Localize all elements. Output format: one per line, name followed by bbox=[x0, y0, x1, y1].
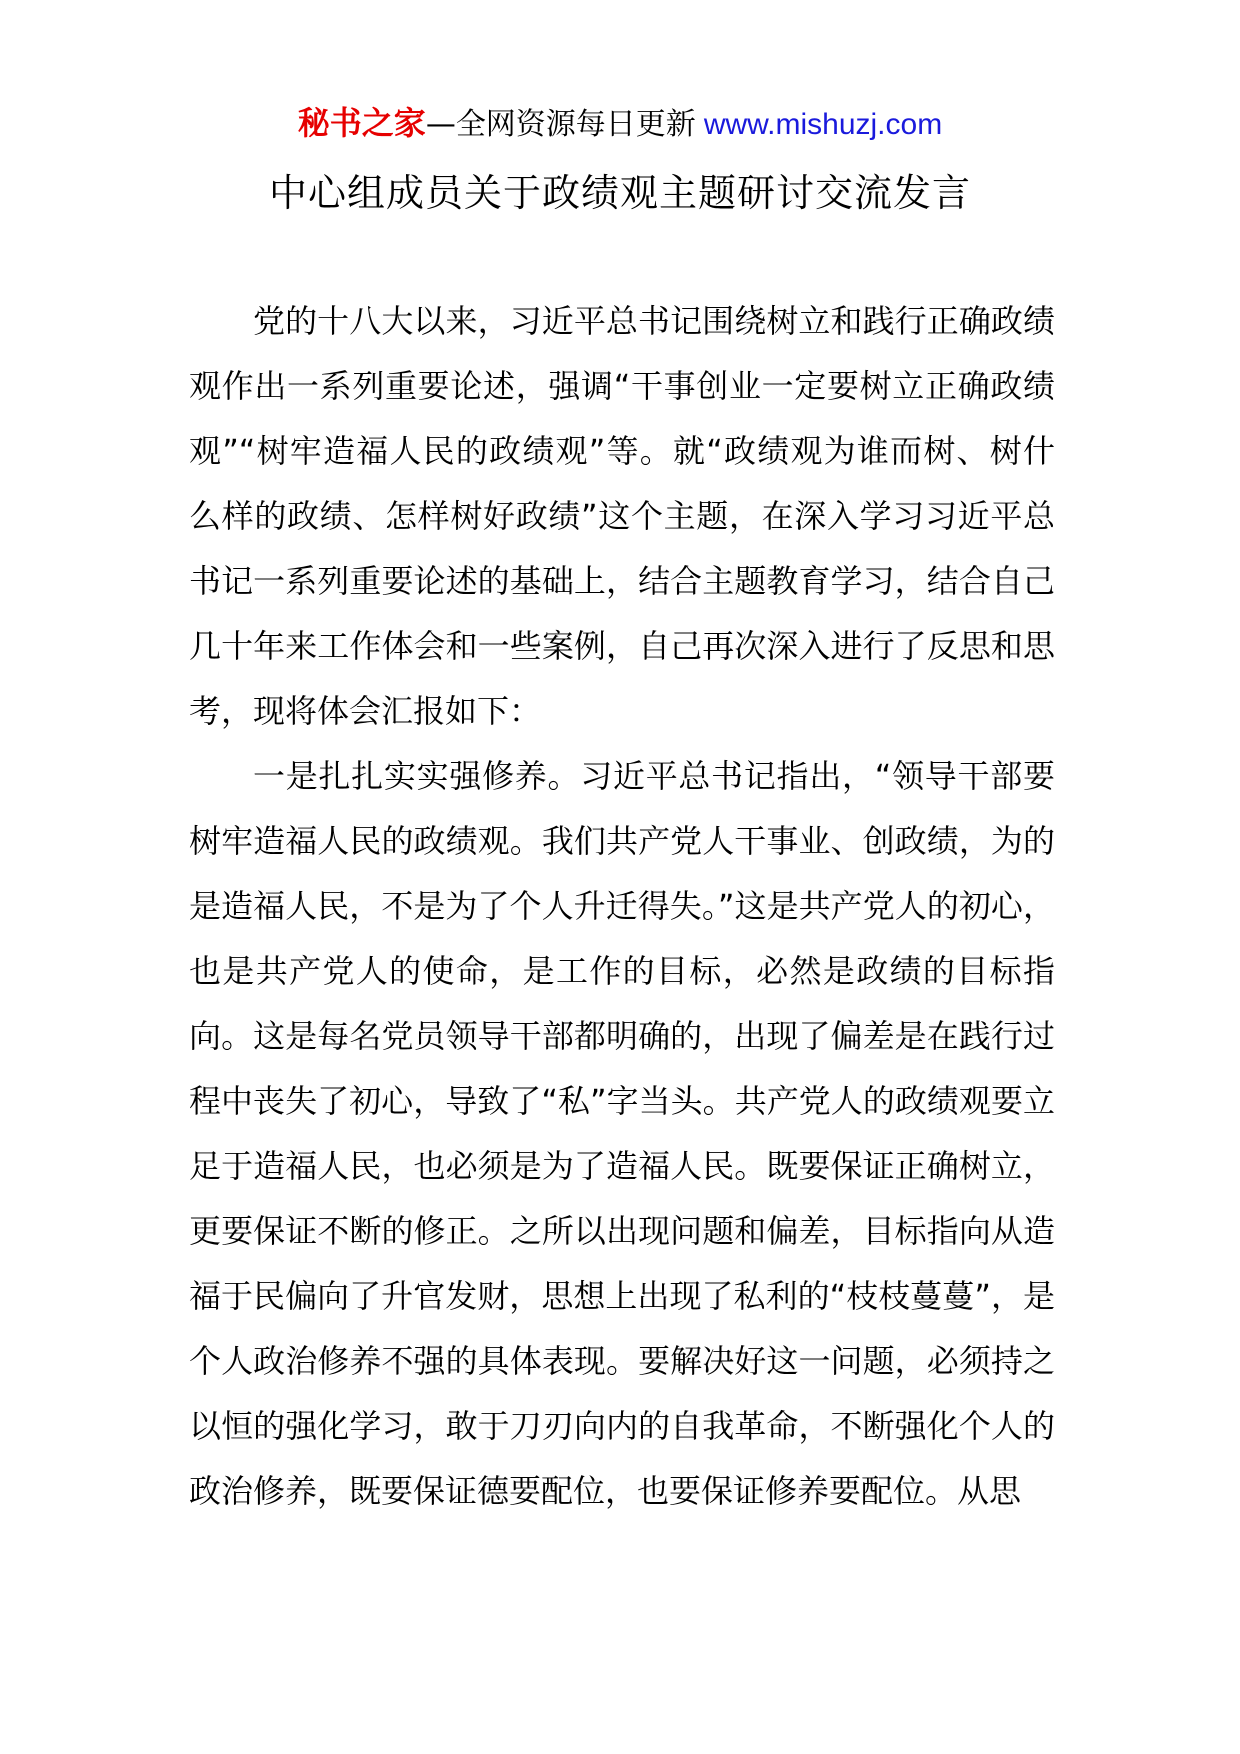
paragraph-intro: 党的十八大以来，习近平总书记围绕树立和践行正确政绩观作出一系列重要论述，强调“干事创业一定要树立正确政绩观”“树牢造福人民的政绩观”等。就“政绩观为谁而树、树什么样的政绩、怎样树好政绩”这个主题，在深入学习习近平总书记一系列重要论述的基础上，结合主题教育学习，结合自己几十年来工作体会和一些案例，自己再次深入进行了反思和思考，现将体会汇报如下： bbox=[189, 302, 1055, 730]
document-body bbox=[189, 289, 1055, 1524]
document-title: 中心组成员关于政绩观主题研讨交流发言 bbox=[268, 171, 971, 215]
watermark-header bbox=[0, 103, 1240, 145]
paragraph-point-one: 一是扎扎实实强修养。习近平总书记指出，“领导干部要树牢造福人民的政绩观。我们共产党人干事业、创政绩，为的是造福人民，不是为了个人升迁得失。”这是共产党人的初心，也是共产党人的使命，是工作的目标，必然是政绩的目标指向。这是每名党员领导干部都明确的，出现了偏差是在践行过程中丧失了初心，导致了“私”字当头。共产党人的政绩观要立足于造福人民，也必须是为了造福人民。既要保证正确树立，更要保证不断的修正。之所以出现问题和偏差，目标指向从造福于民偏向了升官发财，思想上出现了私利的“枝枝蔓蔓”，是个人政治修养不强的具体表现。要解决好这一问题，必须持之以恒的强化学习，敢于刀刃向内的自我革命，不断强化个人的政治修养，既要保证德要配位，也要保证修养要配位。从思 bbox=[189, 757, 1055, 1510]
header-tagline: —全网资源每日更新 bbox=[425, 107, 696, 142]
site-url-link[interactable]: www.mishuzj.com bbox=[703, 108, 943, 141]
brand-name: 秘书之家 bbox=[297, 104, 426, 142]
